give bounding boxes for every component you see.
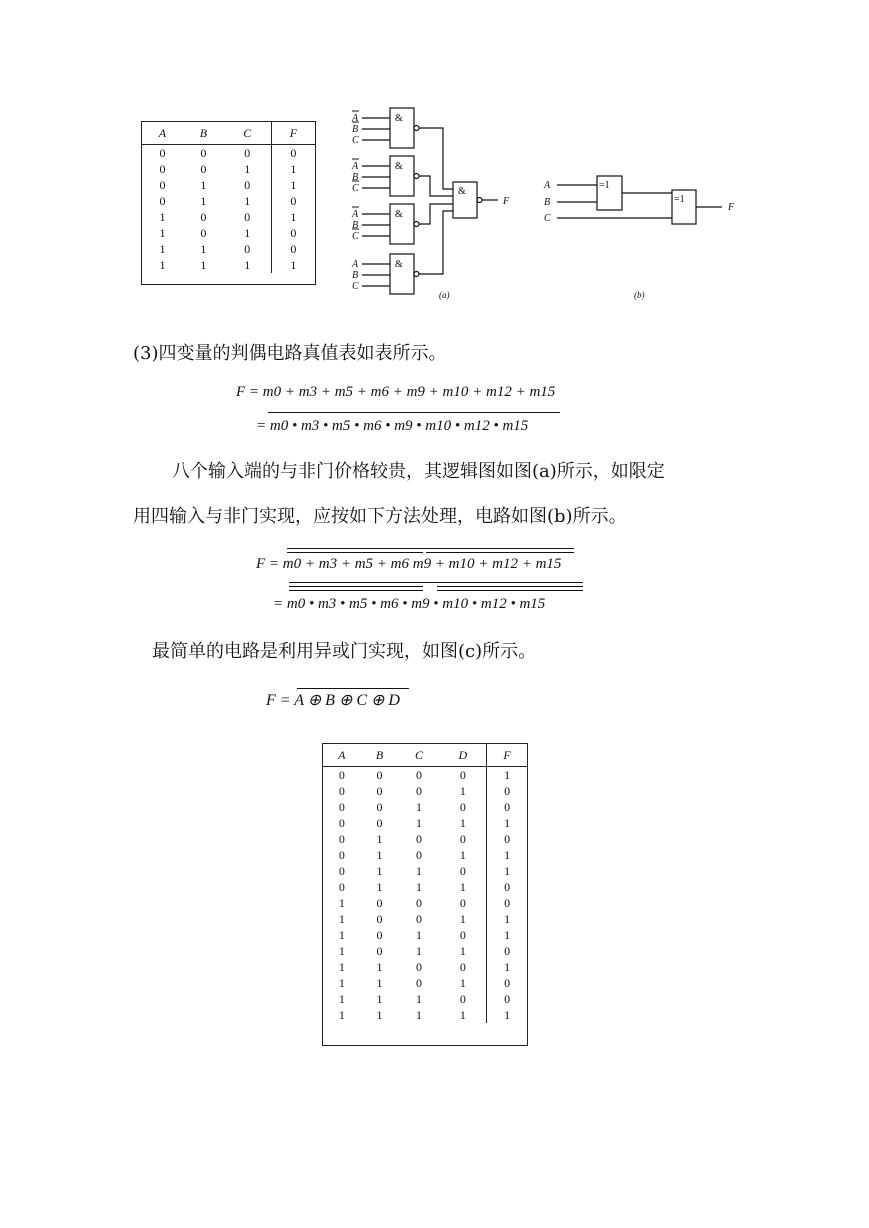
xor-symbol-1: =1 [599,180,610,191]
gate-symbol-2: & [395,161,403,172]
table-cell: 0 [271,145,315,162]
table-cell: 0 [459,800,466,814]
table-cell: 0 [487,991,527,1007]
table-cell: 1 [338,992,345,1006]
table-row [323,831,527,847]
table-row [142,241,315,257]
table-cell: 0 [487,879,527,895]
figure-a-nand-circuit [340,104,530,304]
table-cell: 0 [415,848,422,862]
table-cell: 1 [376,976,383,990]
truth-table-4var-grid [323,744,527,1023]
table-cell: 1 [459,944,466,958]
table-cell: 1 [376,960,383,974]
table-cell: 1 [415,880,422,894]
table-cell: 1 [159,226,166,240]
table-row [142,177,315,193]
table-cell: 1 [271,177,315,193]
table-row [323,1007,527,1023]
table-cell: 0 [244,242,251,256]
fig-a-output-label: F [503,196,510,207]
table-cell: 1 [487,959,527,975]
table-row [323,879,527,895]
truth-table-4var-header-d: D [440,744,487,767]
table-cell: 1 [376,832,383,846]
fig-a-in-2a: A [352,161,359,172]
formula-3-overline-left [287,552,423,553]
table-cell: 1 [244,258,251,272]
paragraph-2: 八个输入端的与非门价格较贵，其逻辑图如图(a)所示，如限定 [172,461,665,482]
formula-4-overline-3-right [437,590,583,591]
table-cell: 0 [415,912,422,926]
table-cell: 0 [200,146,207,160]
table-cell: 0 [376,912,383,926]
fig-b-input-a: A [544,180,551,191]
table-cell: 0 [459,992,466,1006]
table-cell: 0 [338,800,345,814]
fig-b-input-b: B [544,197,551,208]
table-cell: 0 [159,146,166,160]
table-row [323,927,527,943]
fig-a-in-3a: A [352,209,359,220]
table-cell: 1 [459,816,466,830]
formula-3-text: F = m0 + m3 + m5 + m6 m9 + m10 + m12 + m15 [256,556,562,572]
table-row [323,767,527,784]
table-row [323,911,527,927]
paragraph-3: 用四输入与非门实现，应按如下方法处理，电路如图(b)所示。 [133,506,627,527]
formula-3-overline-right [426,552,574,553]
truth-table-4var-header-a: A [323,744,361,767]
table-cell: 1 [376,1008,383,1022]
table-cell: 1 [376,848,383,862]
fig-a-in-2c: C [352,183,359,194]
truth-table-4var-header-f: F [487,744,527,767]
fig-a-in-4c: C [352,281,359,292]
table-cell: 0 [415,832,422,846]
table-cell: 0 [487,783,527,799]
table-cell: 1 [244,162,251,176]
table-cell: 1 [338,976,345,990]
table-row [142,145,315,162]
table-cell: 1 [338,912,345,926]
truth-table-3var-header-a: A [142,122,183,145]
fig-a-in-1b: B [352,124,359,135]
table-cell: 1 [159,258,166,272]
table-cell: 1 [415,944,422,958]
table-row [323,895,527,911]
table-cell: 0 [338,864,345,878]
table-cell: 1 [487,767,527,784]
table-cell: 0 [415,768,422,782]
table-row [142,193,315,209]
fig-b-output-label: F [728,202,735,213]
table-row [323,975,527,991]
table-cell: 0 [376,816,383,830]
table-cell: 1 [338,944,345,958]
table-row [323,799,527,815]
table-row [323,943,527,959]
table-row [323,991,527,1007]
gate-symbol-1: & [395,113,403,124]
formula-2-overline-outer [268,412,560,413]
table-cell: 0 [338,848,345,862]
table-cell: 0 [159,162,166,176]
table-cell: 0 [376,944,383,958]
table-cell: 0 [376,768,383,782]
table-cell: 1 [271,161,315,177]
fig-a-in-3c: C [352,231,359,242]
table-cell: 1 [415,992,422,1006]
table-cell: 1 [459,848,466,862]
table-cell: 1 [415,816,422,830]
table-cell: 1 [338,960,345,974]
table-cell: 1 [338,928,345,942]
table-cell: 0 [244,178,251,192]
table-cell: 1 [376,880,383,894]
table-cell: 1 [271,209,315,225]
table-cell: 1 [338,1008,345,1022]
formula-1 [236,384,555,401]
table-cell: 1 [487,911,527,927]
table-cell: 1 [459,912,466,926]
table-cell: 0 [159,178,166,192]
table-cell: 1 [415,928,422,942]
formula-1-text: F = m0 + m3 + m5 + m6 + m9 + m10 + m12 + m15 [236,384,556,400]
table-cell: 1 [487,1007,527,1023]
table-cell: 0 [376,928,383,942]
table-cell: 0 [487,975,527,991]
table-cell: 1 [487,815,527,831]
truth-table-4var [322,743,528,1046]
xor-symbol-2: =1 [674,194,685,205]
table-cell: 0 [200,226,207,240]
table-cell: 1 [244,194,251,208]
table-cell: 0 [459,896,466,910]
table-cell: 1 [338,896,345,910]
table-cell: 1 [376,864,383,878]
formula-5 [266,690,400,710]
fig-a-in-2b: B [352,172,359,183]
fig-a-in-4b: B [352,270,359,281]
table-cell: 0 [244,146,251,160]
formula-4-overline-3-left [289,590,423,591]
truth-table-3var-header-c: C [224,122,271,145]
table-cell: 1 [159,210,166,224]
truth-table-3var-grid [142,122,315,273]
table-cell: 0 [271,225,315,241]
formula-4-overline-1 [289,582,583,583]
table-cell: 1 [376,992,383,1006]
table-row [323,783,527,799]
table-cell: 0 [338,768,345,782]
table-cell: 0 [376,896,383,910]
table-cell: 1 [487,863,527,879]
table-cell: 1 [159,242,166,256]
table-cell: 0 [487,799,527,815]
table-cell: 0 [415,784,422,798]
paragraph-1: (3)四变量的判偶电路真值表如表所示。 [133,343,447,364]
gate-symbol-out: & [458,186,466,197]
fig-a-in-1c: C [352,135,359,146]
table-row [323,863,527,879]
table-cell: 1 [415,1008,422,1022]
table-cell: 0 [338,816,345,830]
table-cell: 1 [415,800,422,814]
table-cell: 0 [200,210,207,224]
formula-4-text: = m0 • m3 • m5 • m6 • m9 • m10 • m12 • m15 [273,596,546,612]
truth-table-4var-header-c: C [398,744,439,767]
formula-4-overline-2-right [437,586,583,587]
truth-table-3var-header-b: B [183,122,224,145]
formula-3 [256,556,561,573]
table-cell: 0 [159,194,166,208]
table-cell: 0 [459,960,466,974]
table-cell: 1 [459,880,466,894]
formula-3-overline-top [287,548,574,549]
figure-a-caption: (a) [439,290,450,300]
table-cell: 1 [200,178,207,192]
gate-symbol-3: & [395,209,403,220]
table-cell: 0 [376,800,383,814]
fig-b-input-c: C [544,213,551,224]
table-cell: 0 [200,162,207,176]
table-cell: 0 [415,896,422,910]
table-cell: 0 [338,880,345,894]
paragraph-4: 最简单的电路是利用异或门实现，如图(c)所示。 [152,641,537,662]
table-cell: 1 [459,976,466,990]
table-cell: 1 [459,1008,466,1022]
table-cell: 0 [338,832,345,846]
table-cell: 0 [487,943,527,959]
table-row [323,815,527,831]
table-cell: 0 [415,960,422,974]
table-cell: 1 [271,257,315,273]
fig-a-in-4a: A [352,259,359,270]
table-cell: 0 [271,193,315,209]
table-cell: 0 [376,784,383,798]
table-cell: 1 [200,194,207,208]
table-cell: 0 [487,895,527,911]
table-cell: 0 [338,784,345,798]
table-row [142,161,315,177]
table-row [323,959,527,975]
table-cell: 1 [487,847,527,863]
table-cell: 0 [415,976,422,990]
truth-table-3var-header-f: F [271,122,315,145]
table-cell: 0 [459,832,466,846]
formula-5-overline [297,688,409,689]
table-cell: 0 [271,241,315,257]
table-cell: 1 [487,927,527,943]
truth-table-4var-header-b: B [361,744,399,767]
table-row [142,257,315,273]
formula-2 [256,418,528,435]
table-cell: 1 [415,864,422,878]
formula-4 [273,596,545,613]
gate-symbol-4: & [395,259,403,270]
table-cell: 1 [244,226,251,240]
fig-a-in-1a: A [352,113,359,124]
table-cell: 0 [487,831,527,847]
table-cell: 0 [459,864,466,878]
figure-b-xor-circuit [540,170,750,305]
fig-a-in-3b: B [352,220,359,231]
figure-b-caption: (b) [634,290,645,300]
table-cell: 1 [459,784,466,798]
formula-5-text: F = A ⊕ B ⊕ C ⊕ D [266,692,400,709]
table-cell: 0 [244,210,251,224]
table-cell: 1 [200,258,207,272]
table-row [142,209,315,225]
table-cell: 1 [200,242,207,256]
table-cell: 0 [459,768,466,782]
truth-table-3var [141,121,316,285]
formula-2-text: = m0 • m3 • m5 • m6 • m9 • m10 • m12 • m15 [256,418,529,434]
table-row [142,225,315,241]
table-row [323,847,527,863]
table-cell: 0 [459,928,466,942]
formula-4-overline-2-left [289,586,423,587]
